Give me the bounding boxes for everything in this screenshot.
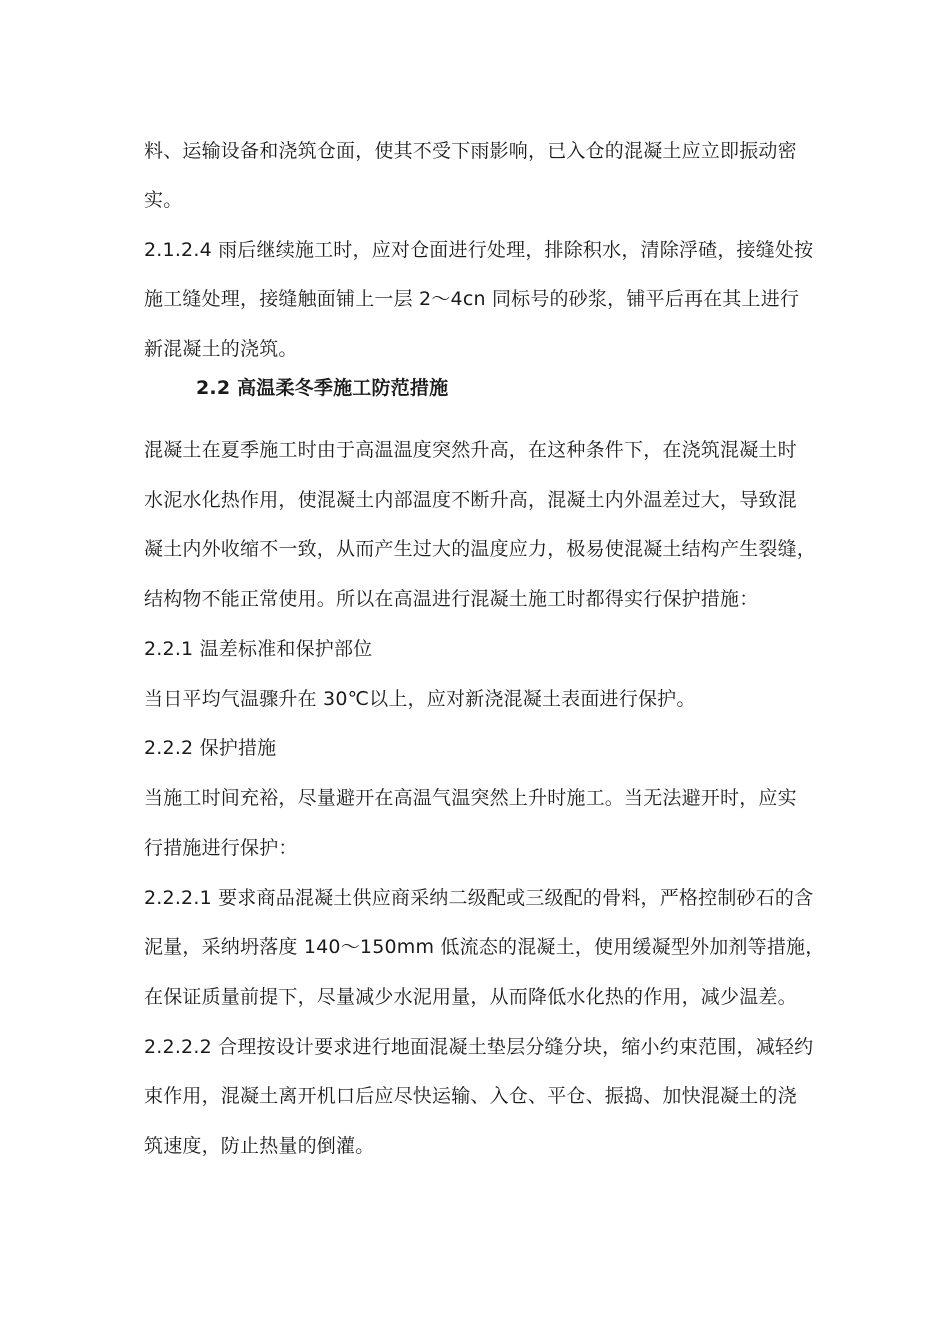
paragraph-line: 2.1.2.4 雨后继续施工时，应对仓面进行处理，排除积水，清除浮碴，接缝处按 <box>144 239 814 261</box>
paragraph-line: 凝土内外收缩不一致，从而产生过大的温度应力，极易使混凝土结构产生裂缝， <box>144 538 817 560</box>
paragraph-line: 泥量，采纳坍落度 140～150mm 低流态的混凝土，使用缓凝型外加剂等措施， <box>144 936 825 958</box>
section-heading: 2.2 高温柔冬季施工防范措施 <box>196 377 449 399</box>
paragraph-line: 束作用，混凝土离开机口后应尽快运输、入仓、平仓、振捣、加快混凝土的浇 <box>144 1085 797 1107</box>
paragraph-line: 结构物不能正常使用。所以在高温进行混凝土施工时都得实行保护措施： <box>144 588 759 610</box>
paragraph-line: 在保证质量前提下，尽量减少水泥用量，从而降低水化热的作用，减少温差。 <box>144 986 797 1008</box>
paragraph-line: 料、运输设备和浇筑仓面，使其不受下雨影响，已入仓的混凝土应立即振动密 <box>144 140 797 162</box>
paragraph-line: 施工缝处理，接缝触面铺上一层 2～4cn 同标号的砂浆，铺平后再在其上进行 <box>144 288 800 310</box>
paragraph-line: 筑速度，防止热量的倒灌。 <box>144 1135 375 1157</box>
paragraph-line: 行措施进行保护： <box>144 837 298 859</box>
subsection-heading: 2.2.1 温差标准和保护部位 <box>144 638 373 660</box>
paragraph-line: 水泥水化热作用，使混凝土内部温度不断升高，混凝土内外温差过大，导致混 <box>144 489 797 511</box>
paragraph-line: 混凝土在夏季施工时由于高温温度突然升高，在这种条件下，在浇筑混凝土时 <box>144 439 797 461</box>
paragraph-line: 当日平均气温骤升在 30℃以上，应对新浇混凝土表面进行保护。 <box>144 688 696 710</box>
paragraph-line: 2.2.2.1 要求商品混凝土供应商采纳二级配或三级配的骨料，严格控制砂石的含 <box>144 887 814 909</box>
paragraph-line: 实。 <box>144 189 183 211</box>
paragraph-line: 2.2.2.2 合理按设计要求进行地面混凝土垫层分缝分块，缩小约束范围，减轻约 <box>144 1036 814 1058</box>
paragraph-line: 新混凝土的浇筑。 <box>144 338 298 360</box>
paragraph-line: 当施工时间充裕，尽量避开在高温气温突然上升时施工。当无法避开时，应实 <box>144 787 797 809</box>
subsection-heading: 2.2.2 保护措施 <box>144 737 277 759</box>
